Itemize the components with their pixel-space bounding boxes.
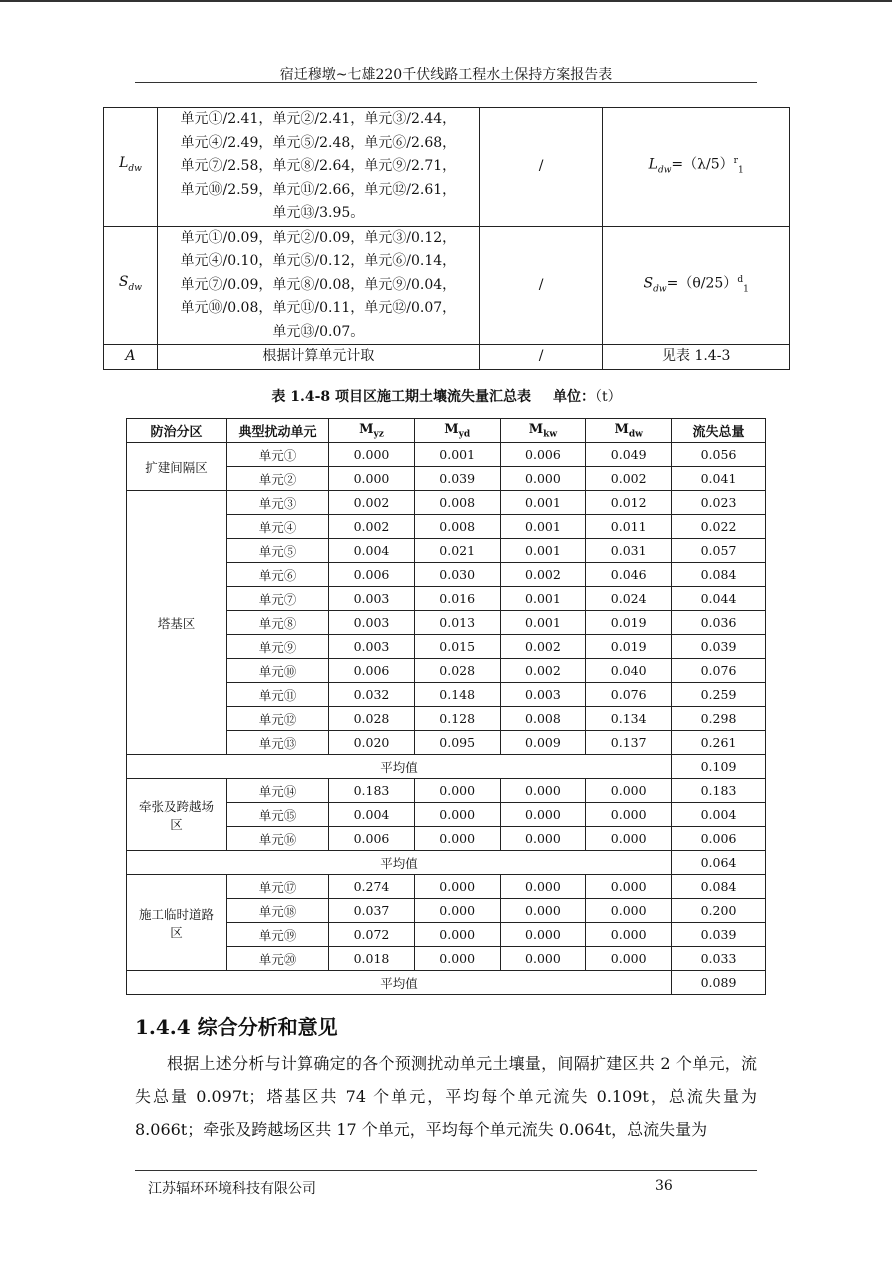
table-row bbox=[127, 875, 766, 899]
mdw-cell: 0.012 bbox=[586, 491, 672, 515]
total-cell: 0.039 bbox=[672, 923, 766, 947]
parameter-table bbox=[103, 107, 790, 370]
mdw-cell: 0.002 bbox=[586, 467, 672, 491]
footer-company: 江苏辐环环境科技有限公司 bbox=[148, 1181, 316, 1197]
total-cell: 0.056 bbox=[672, 443, 766, 467]
myd-cell: 0.001 bbox=[414, 443, 500, 467]
myd-cell: 0.013 bbox=[414, 611, 500, 635]
myz-cell: 0.003 bbox=[329, 587, 415, 611]
total-cell: 0.039 bbox=[672, 635, 766, 659]
mdw-cell: 0.011 bbox=[586, 515, 672, 539]
top-border bbox=[0, 0, 892, 2]
myd-cell: 0.030 bbox=[414, 563, 500, 587]
mkw-cell: 0.002 bbox=[500, 659, 586, 683]
unit-values-cell: 单元①/0.09，单元②/0.09，单元③/0.12， 单元④/0.10，单元⑤/0.12，单元⑥/0.14， 单元⑦/0.09，单元⑧/0.08，单元⑨/0.04， 单元⑩/0.08，单元⑪/0.11，单元⑫/0.07， 单元⑬/0.07。 bbox=[157, 226, 479, 345]
table-caption bbox=[103, 386, 790, 406]
zone-cell: 施工临时道路 区 bbox=[127, 875, 227, 971]
myz-cell: 0.000 bbox=[329, 467, 415, 491]
mkw-cell: 0.002 bbox=[500, 563, 586, 587]
header-total: 流失总量 bbox=[672, 419, 766, 443]
total-cell: 0.084 bbox=[672, 563, 766, 587]
myz-cell: 0.000 bbox=[329, 443, 415, 467]
unit-cell: 单元⑨ bbox=[227, 635, 329, 659]
mkw-cell: 0.003 bbox=[500, 683, 586, 707]
total-cell: 0.259 bbox=[672, 683, 766, 707]
unit-cell: 单元⑥ bbox=[227, 563, 329, 587]
unit-cell: 单元⑰ bbox=[227, 875, 329, 899]
unit-cell: 单元③ bbox=[227, 491, 329, 515]
unit-cell: 单元⑳ bbox=[227, 947, 329, 971]
formula-cell: $L_{dw}=(\lambda/5)^r_1$ bbox=[603, 108, 790, 227]
mdw-cell: 0.000 bbox=[586, 875, 672, 899]
mdw-cell: 0.076 bbox=[586, 683, 672, 707]
mdw-cell: 0.024 bbox=[586, 587, 672, 611]
slash-cell: / bbox=[479, 108, 603, 227]
mdw-cell: 0.000 bbox=[586, 923, 672, 947]
total-cell: 0.022 bbox=[672, 515, 766, 539]
symbol-cell: A bbox=[104, 345, 158, 370]
mdw-cell: 0.000 bbox=[586, 899, 672, 923]
myd-cell: 0.095 bbox=[414, 731, 500, 755]
unit-cell: 单元⑩ bbox=[227, 659, 329, 683]
myd-cell: 0.000 bbox=[414, 899, 500, 923]
soil-loss-table bbox=[126, 418, 766, 995]
unit-cell: 单元⑤ bbox=[227, 539, 329, 563]
myz-cell: 0.004 bbox=[329, 539, 415, 563]
average-row bbox=[127, 851, 766, 875]
myd-cell: 0.000 bbox=[414, 923, 500, 947]
average-value: 0.064 bbox=[672, 851, 766, 875]
unit-cell: 单元⑱ bbox=[227, 899, 329, 923]
myz-cell: 0.002 bbox=[329, 491, 415, 515]
myd-cell: 0.000 bbox=[414, 947, 500, 971]
text-cell: 根据计算单元计取 bbox=[157, 345, 479, 370]
paragraph-text: 根据上述分析与计算确定的各个预测扰动单元土壤量，间隔扩建区共 2 个单元，流失总量 0.097t；塔基区共 74 个单元，平均每个单元流失 0.109t，总流失量为 8.066t；牵张及跨越场区共 17 个单元，平均每个单元流失 0.064t，总流失量为 bbox=[135, 1054, 757, 1139]
caption-unit-label: 单位： bbox=[553, 389, 595, 405]
caption-unit-value: （t） bbox=[595, 389, 622, 405]
mkw-cell: 0.001 bbox=[500, 491, 586, 515]
table-row bbox=[104, 345, 790, 370]
mdw-cell: 0.019 bbox=[586, 635, 672, 659]
table-row bbox=[127, 779, 766, 803]
unit-cell: 单元⑫ bbox=[227, 707, 329, 731]
unit-cell: 单元⑲ bbox=[227, 923, 329, 947]
myd-cell: 0.016 bbox=[414, 587, 500, 611]
mdw-cell: 0.019 bbox=[586, 611, 672, 635]
myd-cell: 0.128 bbox=[414, 707, 500, 731]
mkw-cell: 0.000 bbox=[500, 467, 586, 491]
header-rule bbox=[135, 82, 757, 83]
mdw-cell: 0.000 bbox=[586, 779, 672, 803]
header-mdw: $M_{dw}$ bbox=[586, 419, 672, 443]
page-header: 宿迁穆墩~七雄220千伏线路工程水土保持方案报告表 bbox=[279, 67, 613, 83]
myd-cell: 0.000 bbox=[414, 827, 500, 851]
symbol-cell: $L_{dw}$ bbox=[104, 108, 158, 227]
myd-cell: 0.039 bbox=[414, 467, 500, 491]
myz-cell: 0.274 bbox=[329, 875, 415, 899]
mdw-cell: 0.040 bbox=[586, 659, 672, 683]
unit-cell: 单元② bbox=[227, 467, 329, 491]
total-cell: 0.076 bbox=[672, 659, 766, 683]
mdw-cell: 0.137 bbox=[586, 731, 672, 755]
formula-cell: 见表 1.4-3 bbox=[603, 345, 790, 370]
myz-cell: 0.183 bbox=[329, 779, 415, 803]
total-cell: 0.006 bbox=[672, 827, 766, 851]
body-paragraph bbox=[135, 1047, 757, 1146]
myd-cell: 0.008 bbox=[414, 491, 500, 515]
total-cell: 0.261 bbox=[672, 731, 766, 755]
table-row bbox=[104, 226, 790, 345]
myz-cell: 0.032 bbox=[329, 683, 415, 707]
myd-cell: 0.148 bbox=[414, 683, 500, 707]
myd-cell: 0.000 bbox=[414, 779, 500, 803]
myz-cell: 0.018 bbox=[329, 947, 415, 971]
section-title: 1.4.4 综合分析和意见 bbox=[135, 1015, 338, 1039]
total-cell: 0.041 bbox=[672, 467, 766, 491]
myz-cell: 0.002 bbox=[329, 515, 415, 539]
myz-cell: 0.003 bbox=[329, 635, 415, 659]
myd-cell: 0.028 bbox=[414, 659, 500, 683]
total-cell: 0.023 bbox=[672, 491, 766, 515]
total-cell: 0.004 bbox=[672, 803, 766, 827]
unit-cell: 单元① bbox=[227, 443, 329, 467]
myz-cell: 0.003 bbox=[329, 611, 415, 635]
unit-cell: 单元⑮ bbox=[227, 803, 329, 827]
total-cell: 0.033 bbox=[672, 947, 766, 971]
page-number: 36 bbox=[655, 1178, 673, 1194]
symbol-cell: $S_{dw}$ bbox=[104, 226, 158, 345]
mdw-cell: 0.000 bbox=[586, 947, 672, 971]
total-cell: 0.057 bbox=[672, 539, 766, 563]
header-mkw: $M_{kw}$ bbox=[500, 419, 586, 443]
header-myd: $M_{yd}$ bbox=[414, 419, 500, 443]
total-cell: 0.298 bbox=[672, 707, 766, 731]
slash-cell: / bbox=[479, 345, 603, 370]
myd-cell: 0.008 bbox=[414, 515, 500, 539]
mkw-cell: 0.000 bbox=[500, 923, 586, 947]
average-value: 0.089 bbox=[672, 971, 766, 995]
header-row bbox=[127, 419, 766, 443]
average-row bbox=[127, 971, 766, 995]
total-cell: 0.084 bbox=[672, 875, 766, 899]
unit-values-cell: 单元①/2.41，单元②/2.41，单元③/2.44， 单元④/2.49，单元⑤/2.48，单元⑥/2.68， 单元⑦/2.58，单元⑧/2.64，单元⑨/2.71， 单元⑩/2.59，单元⑪/2.66，单元⑫/2.61， 单元⑬/3.95。 bbox=[157, 108, 479, 227]
mdw-cell: 0.134 bbox=[586, 707, 672, 731]
total-cell: 0.044 bbox=[672, 587, 766, 611]
zone-cell: 牵张及跨越场 区 bbox=[127, 779, 227, 851]
myz-cell: 0.006 bbox=[329, 659, 415, 683]
mkw-cell: 0.000 bbox=[500, 875, 586, 899]
average-label: 平均值 bbox=[127, 851, 672, 875]
header-unit: 典型扰动单元 bbox=[227, 419, 329, 443]
myz-cell: 0.028 bbox=[329, 707, 415, 731]
header-myz: $M_{yz}$ bbox=[329, 419, 415, 443]
mkw-cell: 0.000 bbox=[500, 779, 586, 803]
mkw-cell: 0.000 bbox=[500, 803, 586, 827]
average-label: 平均值 bbox=[127, 971, 672, 995]
myz-cell: 0.020 bbox=[329, 731, 415, 755]
unit-cell: 单元⑧ bbox=[227, 611, 329, 635]
footer-rule bbox=[135, 1170, 757, 1171]
total-cell: 0.183 bbox=[672, 779, 766, 803]
mkw-cell: 0.001 bbox=[500, 515, 586, 539]
unit-cell: 单元⑬ bbox=[227, 731, 329, 755]
table-row bbox=[127, 491, 766, 515]
mkw-cell: 0.009 bbox=[500, 731, 586, 755]
myd-cell: 0.015 bbox=[414, 635, 500, 659]
mdw-cell: 0.031 bbox=[586, 539, 672, 563]
unit-cell: 单元④ bbox=[227, 515, 329, 539]
formula-cell: $S_{dw}=(\theta/25)^d_1$ bbox=[603, 226, 790, 345]
myz-cell: 0.037 bbox=[329, 899, 415, 923]
mkw-cell: 0.002 bbox=[500, 635, 586, 659]
zone-cell: 塔基区 bbox=[127, 491, 227, 755]
average-value: 0.109 bbox=[672, 755, 766, 779]
unit-cell: 单元⑦ bbox=[227, 587, 329, 611]
zone-cell: 扩建间隔区 bbox=[127, 443, 227, 491]
unit-cell: 单元⑪ bbox=[227, 683, 329, 707]
mdw-cell: 0.000 bbox=[586, 827, 672, 851]
total-cell: 0.036 bbox=[672, 611, 766, 635]
mkw-cell: 0.000 bbox=[500, 947, 586, 971]
slash-cell: / bbox=[479, 226, 603, 345]
myz-cell: 0.004 bbox=[329, 803, 415, 827]
mkw-cell: 0.001 bbox=[500, 539, 586, 563]
mdw-cell: 0.049 bbox=[586, 443, 672, 467]
mkw-cell: 0.000 bbox=[500, 827, 586, 851]
mkw-cell: 0.008 bbox=[500, 707, 586, 731]
myd-cell: 0.021 bbox=[414, 539, 500, 563]
mkw-cell: 0.001 bbox=[500, 611, 586, 635]
unit-cell: 单元⑭ bbox=[227, 779, 329, 803]
average-row bbox=[127, 755, 766, 779]
myz-cell: 0.006 bbox=[329, 563, 415, 587]
myz-cell: 0.072 bbox=[329, 923, 415, 947]
myz-cell: 0.006 bbox=[329, 827, 415, 851]
myd-cell: 0.000 bbox=[414, 875, 500, 899]
average-label: 平均值 bbox=[127, 755, 672, 779]
mkw-cell: 0.006 bbox=[500, 443, 586, 467]
table-row bbox=[127, 443, 766, 467]
unit-cell: 单元⑯ bbox=[227, 827, 329, 851]
table-row bbox=[104, 108, 790, 227]
mdw-cell: 0.000 bbox=[586, 803, 672, 827]
mkw-cell: 0.001 bbox=[500, 587, 586, 611]
mkw-cell: 0.000 bbox=[500, 899, 586, 923]
header-zone: 防治分区 bbox=[127, 419, 227, 443]
total-cell: 0.200 bbox=[672, 899, 766, 923]
myd-cell: 0.000 bbox=[414, 803, 500, 827]
mdw-cell: 0.046 bbox=[586, 563, 672, 587]
caption-title: 表 1.4-8 项目区施工期土壤流失量汇总表 bbox=[271, 389, 531, 405]
